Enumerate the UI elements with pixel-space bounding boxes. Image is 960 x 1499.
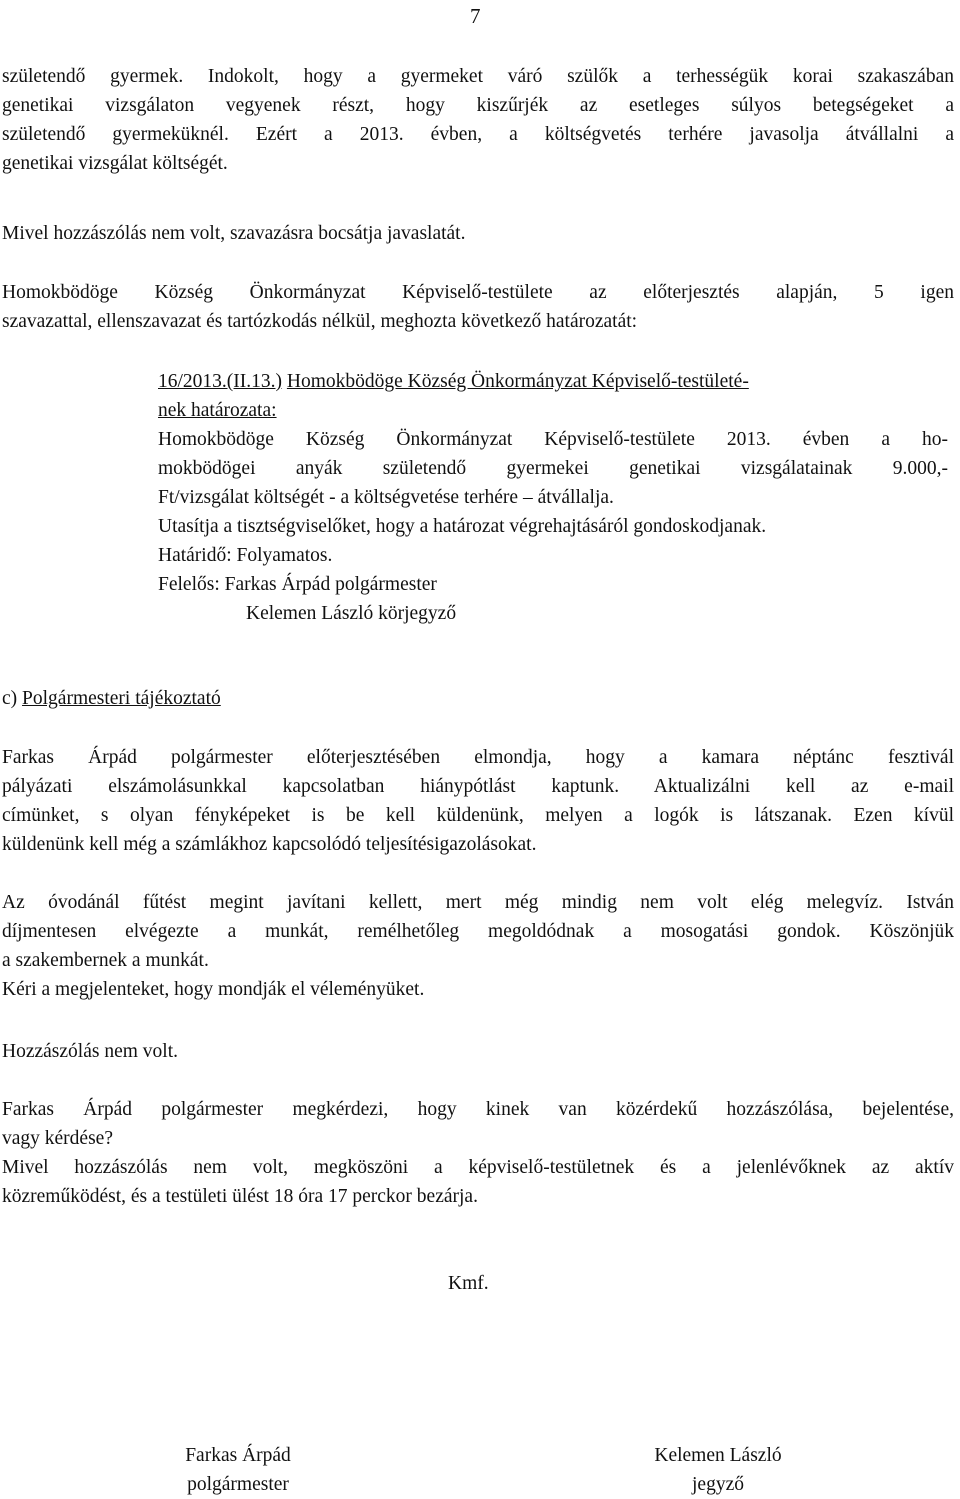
signature-left xyxy=(138,1441,338,1499)
section-heading xyxy=(2,684,954,713)
page-number: 7 xyxy=(470,4,481,28)
signature-right xyxy=(618,1441,818,1499)
mayor-report-line: Farkas Árpád polgármester előterjesztésében elmondja, hogy a kamara néptánc fesztivál xyxy=(2,747,954,768)
question-line: Farkas Árpád polgármester megkérdezi, hogy kinek van közérdekű hozzászólása, bejelentése, xyxy=(2,1099,954,1120)
resolution-title-part: Homokbödöge Község Önkormányzat Képviselő-testületé- xyxy=(286,371,749,392)
kmf-label: Kmf. xyxy=(448,1273,489,1294)
resolution-responsible-secondary: Kelemen László körjegyző xyxy=(246,603,457,624)
resolution-title-line2 xyxy=(158,396,948,425)
intro-paragraph xyxy=(2,62,954,178)
kindergarten-request: Kéri a megjelenteket, hogy mondják el véleményüket. xyxy=(2,979,425,1000)
intro-line: születendő gyermek. Indokolt, hogy a gyermeket váró szülők a terhességük korai szakaszában xyxy=(2,66,954,87)
signature-left-name: Farkas Árpád xyxy=(185,1445,291,1466)
signature-right-title: jegyző xyxy=(692,1474,744,1495)
question-paragraph xyxy=(2,1095,954,1153)
intro-line: genetikai vizsgálaton vegyenek részt, hogy kiszűrjék az esetleges súlyos betegségeket a xyxy=(2,95,954,116)
closing-line: közreműködést, és a testületi ülést 18 óra 17 perckor bezárja. xyxy=(2,1186,478,1207)
kindergarten-paragraph xyxy=(2,888,954,1004)
mayor-report-line: küldenünk kell még a számlákhoz kapcsolódó teljesítésigazolásokat. xyxy=(2,834,537,855)
closing-line: Mivel hozzászólás nem volt, megköszöni a képviselő-testületnek és a jelenlévőknek az aktív xyxy=(2,1157,954,1178)
kindergarten-line: a szakembernek a munkát. xyxy=(2,950,209,971)
kindergarten-line: Az óvodánál fűtést megint javítani kellett, mert még mindig nem volt elég melegvíz. István xyxy=(2,892,954,913)
mayor-report-line: címünket, s olyan fényképeket is be kell küldenünk, melyen a logók is látszanak. Ezen kívül xyxy=(2,805,954,826)
resolution-body-line: Ft/vizsgálat költségét - a költségvetése terhére – átvállalja. xyxy=(158,487,614,508)
section-prefix: c) xyxy=(2,688,23,709)
decision-intro-line: szavazattal, ellenszavazat és tartózkodás nélkül, meghozta következő határozatát: xyxy=(2,311,638,332)
kindergarten-line: díjmentesen elvégezte a munkát, remélhetőleg megoldódnak a mosogatási gondok. Köszönjük xyxy=(2,921,954,942)
resolution-title-line xyxy=(158,367,948,396)
section-title: Polgármesteri tájékoztató xyxy=(22,688,221,709)
signature-right-name: Kelemen László xyxy=(654,1445,782,1466)
resolution-responsible: Felelős: Farkas Árpád polgármester xyxy=(158,574,437,595)
resolution-body-line: mokbödögei anyák születendő gyermekei genetikai vizsgálatainak 9.000,- xyxy=(158,458,948,479)
closing-paragraph xyxy=(2,1153,954,1211)
mayor-report xyxy=(2,743,954,859)
resolution-block xyxy=(158,367,948,628)
question-line: vagy kérdése? xyxy=(2,1128,113,1149)
resolution-instruction: Utasítja a tisztségviselőket, hogy a határozat végrehajtásáról gondoskodjanak. xyxy=(158,516,767,537)
resolution-body-line: Homokbödöge Község Önkormányzat Képviselő-testülete 2013. évben a ho- xyxy=(158,429,948,450)
decision-intro xyxy=(2,278,954,336)
decision-intro-line: Homokbödöge Község Önkormányzat Képviselő-testülete az előterjesztés alapján, 5 igen xyxy=(2,282,954,303)
no-comment: Hozzászólás nem volt. xyxy=(2,1041,178,1062)
resolution-title-continued: nek határozata: xyxy=(158,400,277,421)
signature-left-title: polgármester xyxy=(187,1474,289,1495)
resolution-deadline: Határidő: Folyamatos. xyxy=(158,545,333,566)
resolution-number: 16/2013.(II.13.) xyxy=(158,371,283,392)
intro-line: genetikai vizsgálat költségét. xyxy=(2,153,228,174)
vote-call: Mivel hozzászólás nem volt, szavazásra bocsátja javaslatát. xyxy=(2,223,466,244)
mayor-report-line: pályázati elszámolásunkkal kapcsolatban hiánypótlást kaptunk. Aktualizálni kell az e-mail xyxy=(2,776,954,797)
intro-line: születendő gyermeküknél. Ezért a 2013. évben, a költségvetés terhére javasolja átvállalni a xyxy=(2,124,954,145)
